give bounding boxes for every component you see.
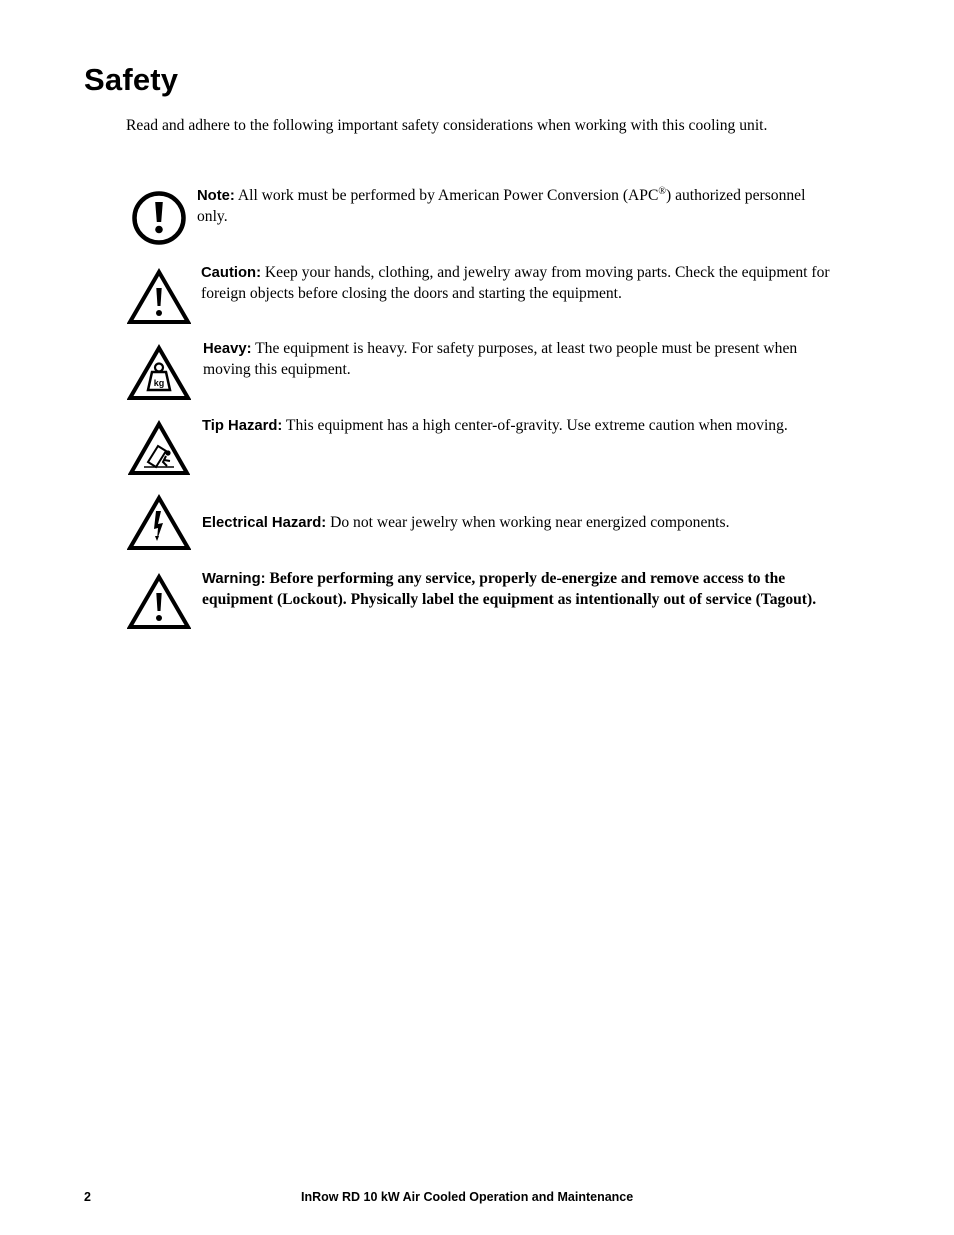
electrical-hazard-label: Electrical Hazard: [202,515,327,531]
registered-mark: ® [658,185,666,197]
caution-triangle-icon [127,268,191,326]
note-label: Note: [197,188,235,204]
heavy-weight-icon [127,344,191,402]
page-number: 2 [84,1190,91,1204]
warning-body: Before performing any service, properly de-energize and remove access to the equipment (Lockout). Physically label the equipment as intentionally out of service (Tagout). [202,570,817,608]
heavy-text [203,339,843,380]
tip-hazard-icon [128,420,190,477]
tip-hazard-label: Tip Hazard: [202,418,283,434]
note-body: All work must be performed by American Power Conversion (APC [234,187,659,204]
warning-label: Warning: [202,571,266,587]
warning-triangle-icon [127,573,191,631]
caution-text [201,263,841,304]
note-text [197,186,837,227]
heavy-label: Heavy: [203,341,252,357]
heavy-body: The equipment is heavy. For safety purposes, at least two people must be present when moving this equipment. [203,340,798,378]
electrical-hazard-body: Do not wear jewelry when working near energized components. [326,514,730,531]
exclamation-circle-icon [131,190,187,246]
warning-text [202,569,842,610]
caution-body: Keep your hands, clothing, and jewelry away from moving parts. Check the equipment for foreign objects before closing the doors and starting the equipment. [201,264,830,302]
tip-hazard-text [202,416,842,437]
intro-text: Read and adhere to the following important safety considerations when working with this cooling unit. [126,117,768,134]
electrical-hazard-text [202,513,842,534]
electrical-hazard-icon [127,494,191,552]
caution-label: Caution: [201,265,261,281]
page-title: Safety [84,62,179,97]
weight-kg-label: kg [153,378,165,388]
tip-hazard-body: This equipment has a high center-of-gravity. Use extreme caution when moving. [282,417,788,434]
note-body-end: ) authorized personnel only. [197,187,806,225]
document-title: InRow RD 10 kW Air Cooled Operation and Maintenance [301,1190,634,1204]
